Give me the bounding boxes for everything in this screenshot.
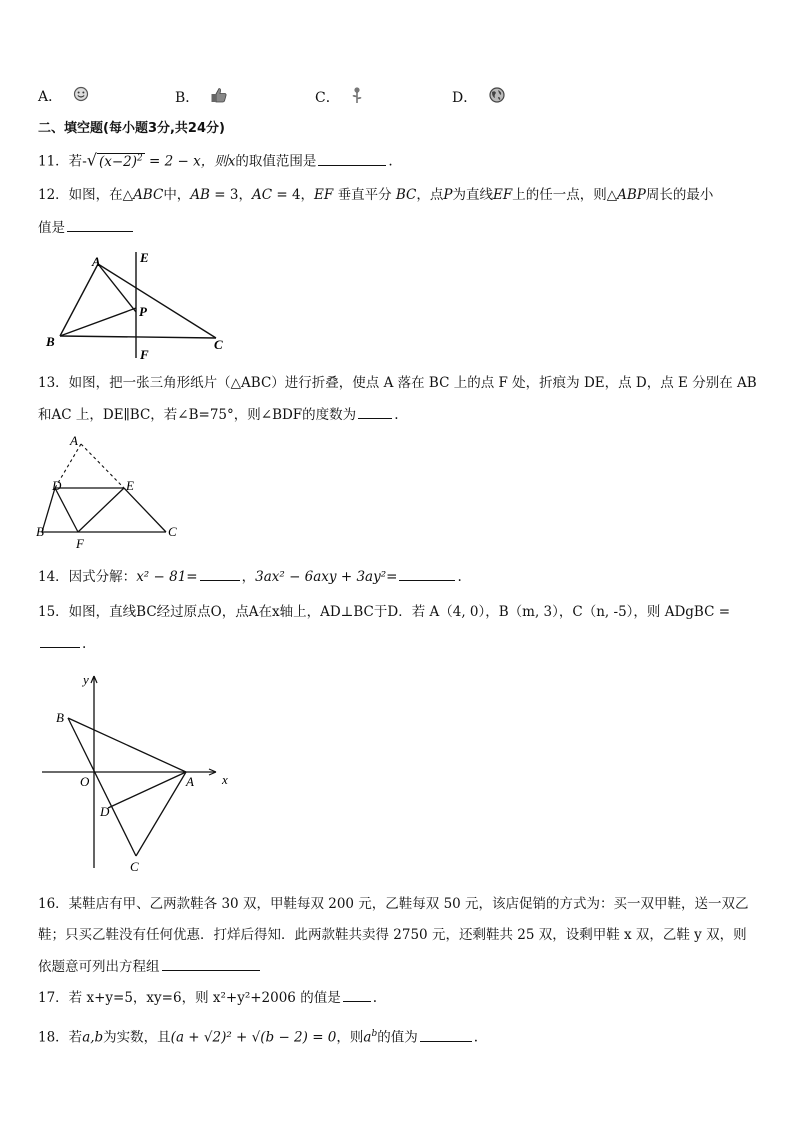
q11-question: 的取值范围是 bbox=[235, 153, 317, 170]
answer-blank[interactable] bbox=[420, 1027, 472, 1042]
label-o: O bbox=[80, 774, 90, 789]
question-16-line-1: 16．某鞋店有甲、乙两款鞋各 30 双，甲鞋每双 200 元，乙鞋每双 50 元，该店促销的方式为：买一双甲鞋，送一双乙 bbox=[38, 896, 749, 912]
q18-expression: (a + √2)² + √(b − 2) = 0 bbox=[170, 1029, 337, 1046]
label-e: E bbox=[126, 478, 134, 493]
label-a: A bbox=[92, 254, 101, 269]
option-c[interactable] bbox=[315, 86, 364, 110]
question-13-line-1: 13．如图，把一张三角形纸片（△ABC）进行折叠，使点 A 落在 BC 上的点 F 处，折痕为 DE，点 D，点 E 分别在 AB bbox=[38, 375, 757, 391]
label-c: C bbox=[214, 337, 223, 352]
answer-blank[interactable] bbox=[399, 566, 455, 581]
label-f: F bbox=[140, 347, 149, 362]
option-letter: C． bbox=[315, 90, 340, 106]
question-14: 14．因式分解：x² − 81= ，3ax² − 6axy + 3ay²= . bbox=[38, 566, 462, 587]
question-12-line-2: 值是 bbox=[38, 217, 135, 238]
answer-blank[interactable] bbox=[162, 956, 260, 971]
option-b[interactable] bbox=[175, 86, 228, 110]
globe-icon bbox=[488, 86, 506, 110]
answer-blank[interactable] bbox=[343, 987, 371, 1002]
option-d[interactable] bbox=[452, 86, 506, 110]
label-b: B bbox=[56, 710, 64, 725]
question-12-line-1: 12．如图，在△ABC中，AB = 3，AC = 4，EF 垂直平分 BC，点P为直线EF上的任一点，则△ABP周长的最小 bbox=[38, 187, 714, 203]
figure-15-coordinate bbox=[36, 668, 246, 878]
option-a[interactable] bbox=[38, 86, 89, 108]
label-d: D bbox=[52, 478, 62, 493]
axis-y-label: y bbox=[83, 672, 89, 687]
figure-13-fold bbox=[34, 432, 194, 552]
label-a: A bbox=[186, 774, 194, 789]
label-c: C bbox=[168, 524, 177, 539]
option-letter: A． bbox=[38, 89, 63, 105]
q11-prefix: 11．若 bbox=[38, 153, 83, 170]
label-e: E bbox=[140, 250, 149, 265]
label-a: A bbox=[70, 433, 78, 448]
question-16-line-2: 鞋；只买乙鞋没有任何优惠．打烊后得知．此两款鞋共卖得 2750 元，还剩鞋共 25 双，设剩甲鞋 x 双，乙鞋 y 双，则 bbox=[38, 927, 747, 943]
question-17: 17．若 x+y=5，xy=6，则 x²+y²+2006 的值是 . bbox=[38, 987, 377, 1008]
question-18: 18．若a,b为实数，且(a + √2)² + √(b − 2) = 0，则$a^b$的值为 . bbox=[38, 1024, 478, 1048]
radical-sign: √ bbox=[86, 150, 97, 170]
option-letter: D． bbox=[452, 90, 478, 106]
question-11: 11．若-√ $(x-2)^2 = 2 - x$，则x的取值范围是 . bbox=[38, 150, 393, 170]
answer-blank[interactable] bbox=[40, 633, 80, 648]
figure-12-triangle bbox=[36, 246, 236, 366]
label-b: B bbox=[36, 524, 44, 539]
label-f: F bbox=[76, 536, 84, 551]
axis-x-label: x bbox=[222, 772, 228, 787]
answer-blank[interactable] bbox=[67, 217, 133, 232]
smiley-icon bbox=[73, 86, 89, 108]
label-p: P bbox=[139, 304, 147, 319]
question-15-line-2: . bbox=[38, 633, 86, 654]
question-16-line-3: 依题意可列出方程组 bbox=[38, 956, 262, 977]
question-13-line-2: 和AC 上，DE∥BC，若∠B=75°，则∠BDF的度数为 . bbox=[38, 404, 398, 425]
question-15-line-1: 15．如图，直线BC经过原点O，点A在x轴上，AD⊥BC于D．若 A（4, 0），B（m, 3），C（n, -5），则 ADgBC = bbox=[38, 604, 731, 620]
q11-equation: = 2 − x，则 bbox=[144, 153, 228, 170]
q11-variable: x bbox=[227, 153, 236, 170]
thumbs-up-icon bbox=[210, 86, 228, 110]
q11-radicand: $(x-2)^2$ bbox=[98, 153, 143, 170]
answer-blank[interactable] bbox=[318, 151, 386, 166]
option-letter: B． bbox=[175, 90, 200, 106]
answer-blank[interactable] bbox=[358, 404, 392, 419]
label-d: D bbox=[100, 804, 110, 819]
rose-icon bbox=[350, 86, 364, 110]
label-b: B bbox=[46, 334, 55, 349]
section-title: 二、填空题(每小题3分,共24分) bbox=[38, 121, 225, 136]
q11-minus: - bbox=[82, 153, 87, 170]
answer-blank[interactable] bbox=[200, 566, 240, 581]
label-c: C bbox=[130, 859, 139, 874]
